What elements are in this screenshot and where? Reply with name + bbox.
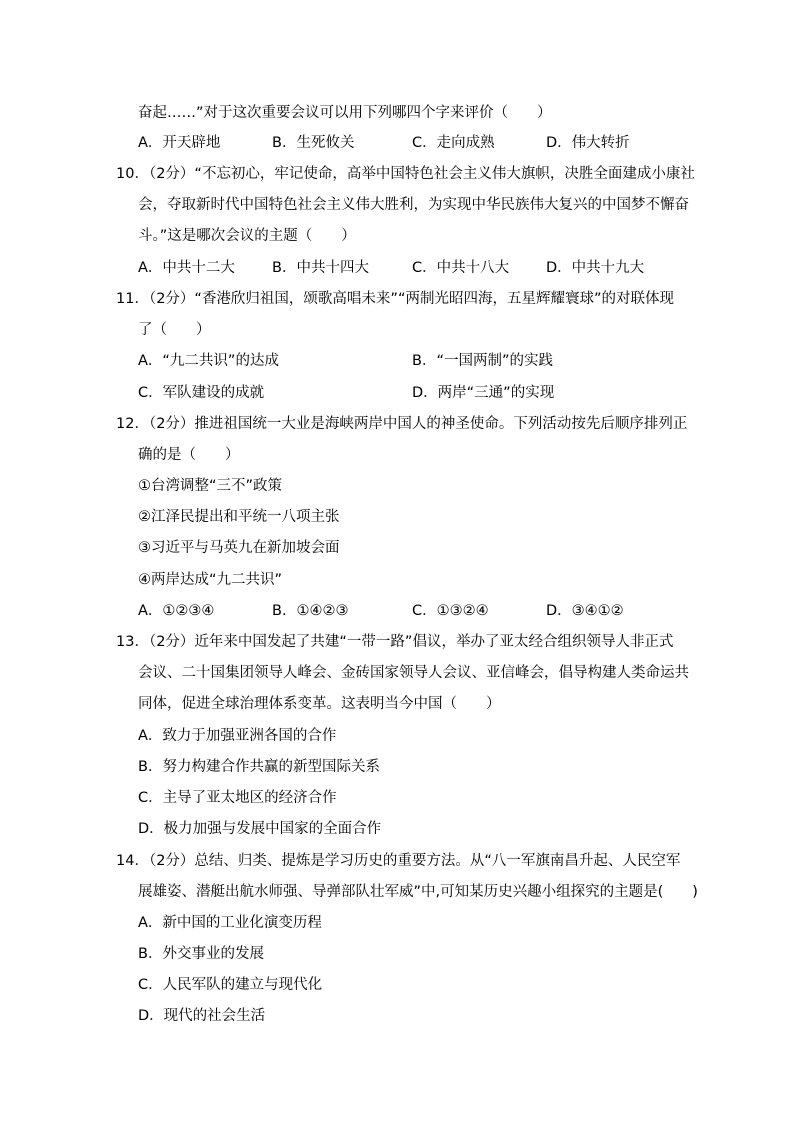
q10-stem-line-2: 会，夺取新时代中国特色社会主义伟大胜利，为实现中华民族伟大复兴的中国梦不懈奋 (138, 197, 689, 213)
q13-option-a: A．致力于加强亚洲各国的合作 (138, 728, 337, 744)
q12-item-3: ③习近平与马英九在新加坡会面 (138, 540, 340, 556)
q12-item-2: ②江泽民提出和平统一八项主张 (138, 509, 340, 525)
q12-option-d: D．③④①② (546, 603, 624, 619)
q14-option-b: B．外交事业的发展 (138, 946, 264, 962)
q13-stem-line-2: 会议、二十国集团领导人峰会、金砖国家领导人会议、亚信峰会，倡导构建人类命运共 (138, 665, 689, 681)
q9-option-b: B．生死攸关 (272, 135, 355, 151)
q13-option-c: C．主导了亚太地区的经济合作 (138, 790, 337, 806)
q10-stem-line-1: 10．（2分）“不忘初心，牢记使命，高举中国特色社会主义伟大旗帜，决胜全面建成小康社 (116, 166, 695, 182)
q14-stem-line-1: 14．（2分）总结、归类、提炼是学习历史的重要方法。从“八一军旗南昌升起、人民空军 (116, 853, 681, 869)
q10-option-b: B．中共十四大 (272, 260, 369, 276)
q11-stem-line-2: 了（ ） (138, 322, 211, 338)
q11-stem-line-1: 11．（2分）“香港欣归祖国，颂歌高唱未来”“两制光昭四海，五星辉耀寰球”的对联体现 (116, 291, 674, 307)
q13-option-d: D．极力加强与发展中国家的全面合作 (138, 821, 382, 837)
q9-stem-continuation: 奋起……”对于这次重要会议可以用下列哪四个字来评价（ ） (138, 105, 552, 121)
q14-stem-line-2: 展雄姿、潜艇出航水师强、导弹部队壮军威”中,可知某历史兴趣小组探究的主题是( ) (138, 884, 698, 900)
q12-stem-line-2: 确的是（ ） (138, 447, 240, 463)
q13-stem-line-1: 13．（2分）近年来中国发起了共建“一带一路”倡议，举办了亚太经合组织领导人非正式 (116, 634, 674, 650)
q12-item-1: ①台湾调整“三不”政策 (138, 478, 283, 494)
q12-option-c: C．①③②④ (412, 603, 489, 619)
q10-option-c: C．中共十八大 (412, 260, 510, 276)
q9-option-a: A．开天辟地 (138, 135, 221, 151)
q9-option-c: C．走向成熟 (412, 135, 495, 151)
q10-option-a: A．中共十二大 (138, 260, 235, 276)
q12-item-4: ④两岸达成“九二共识” (138, 572, 283, 588)
q9-option-d: D．伟大转折 (546, 135, 630, 151)
q10-option-d: D．中共十九大 (546, 260, 645, 276)
q11-option-c: C．军队建设的成就 (138, 385, 265, 401)
q11-option-b: B．“一国两制”的实践 (412, 353, 553, 369)
q11-option-d: D．两岸“三通”的实现 (412, 385, 555, 401)
q11-option-a: A．“九二共识”的达成 (138, 353, 279, 369)
q14-option-d: D．现代的社会生活 (138, 1008, 266, 1024)
q14-option-a: A．新中国的工业化演变历程 (138, 915, 322, 931)
q12-option-b: B．①④②③ (272, 603, 349, 619)
q12-option-a: A．①②③④ (138, 603, 215, 619)
q10-stem-line-3: 斗。”这是哪次会议的主题（ ） (138, 228, 356, 244)
q13-option-b: B．努力构建合作共赢的新型国际关系 (138, 759, 380, 775)
q14-option-c: C．人民军队的建立与现代化 (138, 977, 323, 993)
q13-stem-line-3: 同体，促进全球治理体系变革。这表明当今中国（ ） (138, 696, 501, 712)
q12-stem-line-1: 12．（2分）推进祖国统一大业是海峡两岸中国人的神圣使命。下列活动按先后顺序排列正 (116, 416, 688, 432)
